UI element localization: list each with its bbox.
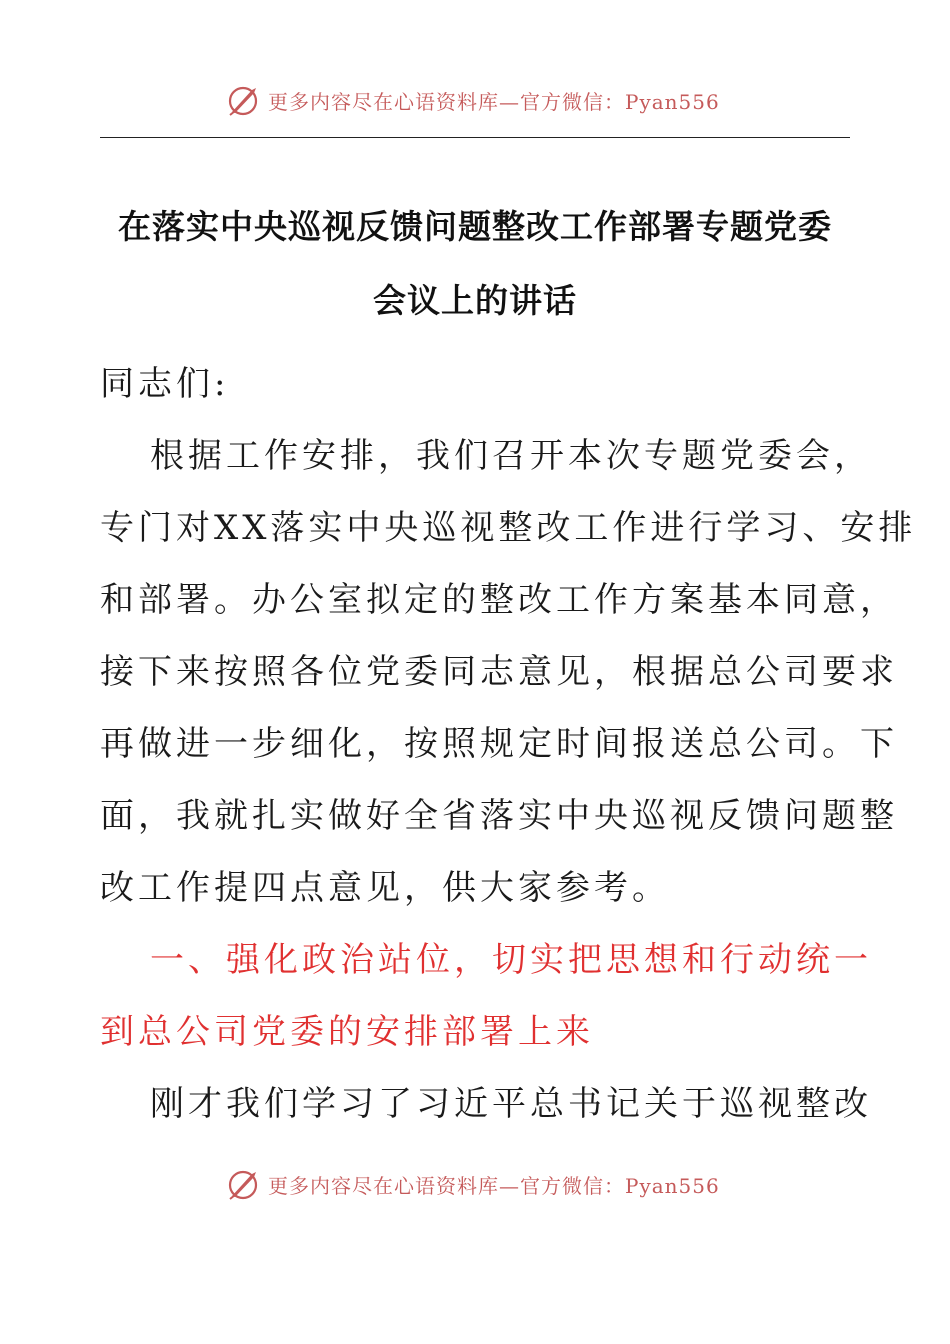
paragraph-line: 专门对XX落实中央巡视整改工作进行学习、安排 — [100, 508, 917, 548]
paragraph-line: 和部署。办公室拟定的整改工作方案基本同意， — [100, 580, 898, 620]
section-heading-line: 到总公司党委的安排部署上来 — [100, 1012, 594, 1052]
document-title — [100, 190, 850, 338]
paragraph-line: 改工作提四点意见，供大家参考。 — [100, 868, 670, 908]
paragraph-line: 再做进一步细化，按照规定时间报送总公司。下 — [100, 724, 898, 764]
document-body — [100, 348, 917, 1140]
section-heading-line: 一、强化政治站位，切实把思想和行动统一 — [150, 940, 872, 980]
salutation: 同志们: — [100, 364, 230, 404]
watermark-text: 更多内容尽在心语资料库—官方微信：Pyan556 — [268, 89, 720, 114]
paragraph-line: 刚才我们学习了习近平总书记关于巡视整改 — [150, 1084, 872, 1124]
paragraph-line: 根据工作安排，我们召开本次专题党委会， — [150, 436, 872, 476]
header-divider — [100, 137, 850, 138]
title-line: 会议上的讲话 — [373, 281, 577, 320]
paragraph-line: 接下来按照各位党委同志意见，根据总公司要求 — [100, 652, 898, 692]
pen-logo-icon — [226, 1166, 262, 1202]
paragraph-line: 面，我就扎实做好全省落实中央巡视反馈问题整 — [100, 796, 898, 836]
title-line: 在落实中央巡视反馈问题整改工作部署专题党委 — [118, 207, 832, 246]
footer-watermark — [226, 1166, 720, 1202]
watermark-text: 更多内容尽在心语资料库—官方微信：Pyan556 — [268, 1173, 720, 1198]
header-watermark — [226, 82, 720, 118]
pen-logo-icon — [226, 82, 262, 118]
